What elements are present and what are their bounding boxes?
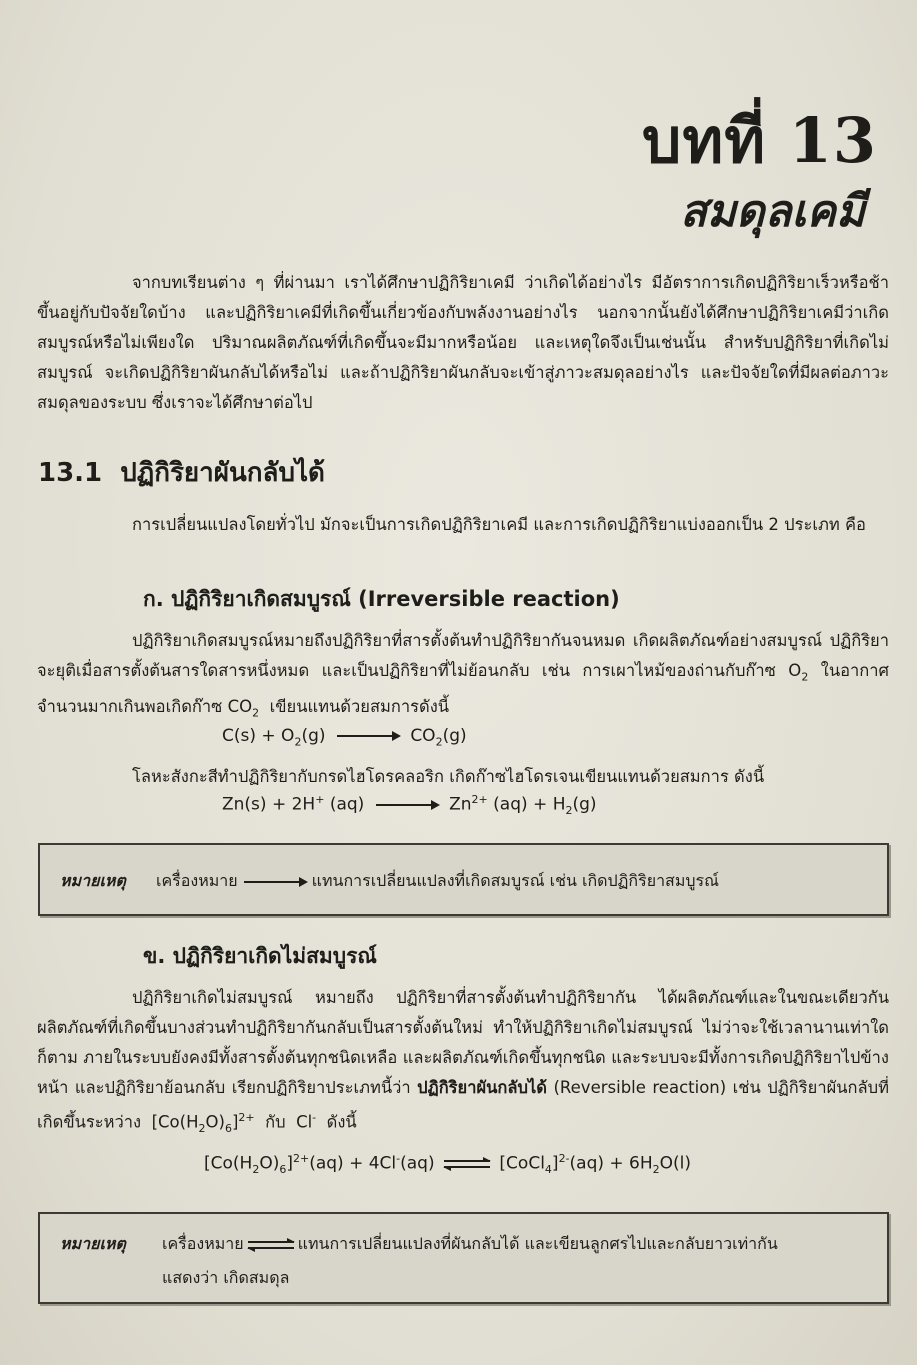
section-intro-paragraph: [37, 510, 889, 540]
zinc-text: โลหะสังกะสีทำปฏิกิริยากับกรดไฮโดรคลอริก เกิดก๊าซไฮโดรเจนเขียนแทนด้วยสมการ ดังนี้: [132, 767, 765, 786]
eq1-left: C(s) + O: [222, 726, 295, 746]
section-number: 13.1: [38, 458, 103, 488]
eq1-right: CO: [410, 726, 436, 746]
note-text: [162, 1232, 778, 1257]
eq3-right-end2: O(l): [659, 1153, 692, 1174]
eq3-left: [Co(H: [204, 1153, 253, 1174]
eq3-left-sub2: 6: [279, 1163, 287, 1177]
para-b-tail: (Reversible reaction) เช่น ปฏิกิริยาผันกลับที่เกิดขึ้นระหว่าง: [37, 1078, 889, 1132]
note-label: หมายเหตุ: [60, 1234, 126, 1253]
with-text: กับ: [265, 1112, 286, 1132]
eq2-right: Zn: [449, 794, 472, 815]
species2-sup: -: [312, 1111, 317, 1124]
section-heading: [38, 452, 325, 493]
eq3-right-tail: (aq) + 6H: [569, 1153, 653, 1174]
species1-sup: 2+: [238, 1111, 255, 1124]
species1-end: ]: [231, 1112, 239, 1132]
eq3-left-sup: 2+: [292, 1152, 310, 1165]
para-b-text: ปฏิกิริยาเกิดไม่สมบูรณ์ หมายถึง ปฏิกิริยาที่สารตั้งต้นทำปฏิกิริยากัน ได้ผลิตภัณฑ์และในขณะเดียวกัน ผลิตภัณฑ์ที่เกิดขึ้นบางส่วนทำปฏิกิริยากันกลับเป็นสารตั้งต้นใหม่ ทำให้ปฏิกิริยาเกิดไม่สมบูรณ์ ไม่ว่าจะใช้เวลานานเท่าใดก็ตาม ภายในระบบยังคงมีทั้งสารตั้งต้นทุกชนิดเหลือ และผลิตภัณฑ์เกิดขึ้นทุกชนิด และระบบจะมีทั้งการเกิดปฏิกิริยาไปข้างหน้า และปฏิกิริยาย้อนกลับ เรียกปฏิกิริยาประเภทนี้ว่า: [37, 988, 889, 1097]
eq1-right-tail: (g): [442, 726, 467, 746]
note-body-2: แสดงว่า เกิดสมดุล: [162, 1268, 290, 1287]
eq3-left-tail2: (aq): [400, 1153, 435, 1174]
section-title: ปฏิกิริยาผันกลับได้: [120, 458, 325, 488]
species1-sub2: 6: [224, 1121, 232, 1135]
eq1-left-tail: (g): [301, 726, 326, 746]
forward-arrow-icon: [337, 735, 399, 737]
note-body: แทนการเปลี่ยนแปลงที่เกิดสมบูรณ์ เช่น เกิดปฏิกิริยาสมบูรณ์: [311, 871, 719, 890]
subsection-b-paragraph: [37, 983, 889, 1144]
note-body: แทนการเปลี่ยนแปลงที่ผันกลับได้ และเขียนลูกศรไปและกลับยาวเท่ากัน: [297, 1234, 778, 1253]
equilibrium-arrow-icon: [248, 1239, 294, 1251]
subsection-b-title: ข. ปฏิกิริยาเกิดไม่สมบูรณ์: [143, 944, 377, 968]
subsection-a-text: [37, 626, 889, 729]
eq2-left-sup: +: [315, 793, 325, 806]
equation-combustion: [222, 726, 467, 748]
co2-subscript: 2: [252, 706, 260, 720]
species1-sub: 2: [198, 1121, 206, 1135]
intro-text: จากบทเรียนต่าง ๆ ที่ผ่านมา เราได้ศึกษาปฏิกิริยาเคมี ว่าเกิดได้อย่างไร มีอัตราการเกิดปฏิกิริยาเร็วหรือช้า ขึ้นอยู่กับปัจจัยใดบ้าง และปฏิกิริยาเคมีที่เกิดขึ้นเกี่ยวข้องกับพลังงานอย่างไร นอกจากนั้นยังได้ศึกษาปฏิกิริยาเคมีว่าเกิดสมบูรณ์หรือไม่เพียงใด ปริมาณผลิตภัณฑ์ที่เกิดขึ้นจะมีมากหรือน้อย และเหตุใดจึงเป็นเช่นนั้น สำหรับปฏิกิริยาที่เกิดไม่สมบูรณ์ จะเกิดปฏิกิริยาผันกลับได้หรือไม่ และถ้าปฏิกิริยาผันกลับจะเข้าสู่ภาวะสมดุลอย่างไร และปัจจัยใดที่มีผลต่อภาวะสมดุลของระบบ ซึ่งเราจะได้ศึกษาต่อไป: [37, 273, 889, 412]
eq3-right-sup: 2-: [558, 1152, 570, 1165]
note-prefix: เครื่องหมาย: [162, 1234, 244, 1253]
eq2-right-sub: 2: [565, 804, 573, 818]
eq2-left-tail: (aq): [329, 794, 365, 815]
species1: [Co(H: [151, 1112, 199, 1132]
chapter-title: สมดุลเคมี: [680, 186, 865, 237]
intro-paragraph: [37, 268, 889, 418]
species1-mid: O): [205, 1112, 225, 1132]
eq3-left-mid: O): [259, 1153, 280, 1174]
eq1-right-sub: 2: [435, 735, 443, 749]
as-follows: ดังนี้: [326, 1112, 357, 1132]
equilibrium-arrow-icon: [444, 1158, 490, 1170]
eq3-right-sub: 4: [544, 1163, 552, 1177]
note-prefix: เครื่องหมาย: [156, 871, 238, 890]
para-a-tail: เขียนแทนด้วยสมการดังนี้: [269, 697, 450, 717]
equation-zinc: [222, 793, 597, 817]
para-a-text: ปฏิกิริยาเกิดสมบูรณ์หมายถึงปฏิกิริยาที่สารตั้งต้นทำปฏิกิริยากันจนหมด เกิดผลิตภัณฑ์อย่างสมบูรณ์ ปฏิกิริยาจะยุติเมื่อสารตั้งต้นสารใดสารหนึ่งหมด และเป็นปฏิกิริยาที่ไม่ย้อนกลับ เช่น การเผาไหม้ของถ่านกับก๊าซ O: [37, 631, 889, 680]
section-intro-text: การเปลี่ยนแปลงโดยทั่วไป มักจะเป็นการเกิดปฏิกิริยาเคมี และการเกิดปฏิกิริยาแบ่งออกเป็น 2 ประเภท คือ: [132, 515, 866, 534]
note-box-1: [38, 843, 889, 916]
note-label: หมายเหตุ: [60, 871, 126, 890]
zinc-paragraph: [37, 762, 889, 792]
reversible-term: ปฏิกิริยาผันกลับได้: [417, 1078, 548, 1097]
subsection-b-text: [37, 983, 889, 1144]
para-a-text-end: ในอากาศจำนวนมากเกินพอเกิดก๊าซ CO: [37, 661, 890, 717]
equation-cobalt: [204, 1152, 691, 1176]
subsection-a-paragraph: [37, 626, 889, 729]
species2: Cl: [296, 1112, 313, 1132]
eq3-left-tail: (aq) + 4Cl: [309, 1153, 397, 1174]
eq3-left-sub: 2: [252, 1163, 260, 1177]
eq3-right-sub2: 2: [652, 1163, 660, 1177]
eq2-left: Zn(s) + 2H: [222, 794, 316, 815]
eq3-left-end: ]: [286, 1153, 293, 1174]
note-box-2: [38, 1212, 889, 1304]
eq1-left-sub: 2: [294, 735, 302, 749]
eq2-right-sup: 2+: [471, 793, 488, 806]
chapter-number: บทที่ 13: [642, 104, 877, 177]
eq3-right-end: ]: [551, 1153, 559, 1174]
forward-arrow-icon: [376, 804, 438, 806]
eq2-right-tail: (aq) + H: [493, 794, 566, 815]
note-text: [156, 869, 719, 894]
eq3-right: [CoCl: [499, 1153, 545, 1174]
eq2-right-end: (g): [572, 794, 597, 815]
subsection-a-title: ก. ปฏิกิริยาเกิดสมบูรณ์ (Irreversible reaction): [143, 587, 620, 611]
o2-subscript: 2: [801, 670, 809, 684]
forward-arrow-icon: [244, 881, 306, 883]
eq3-left-sup2: -: [396, 1152, 401, 1165]
